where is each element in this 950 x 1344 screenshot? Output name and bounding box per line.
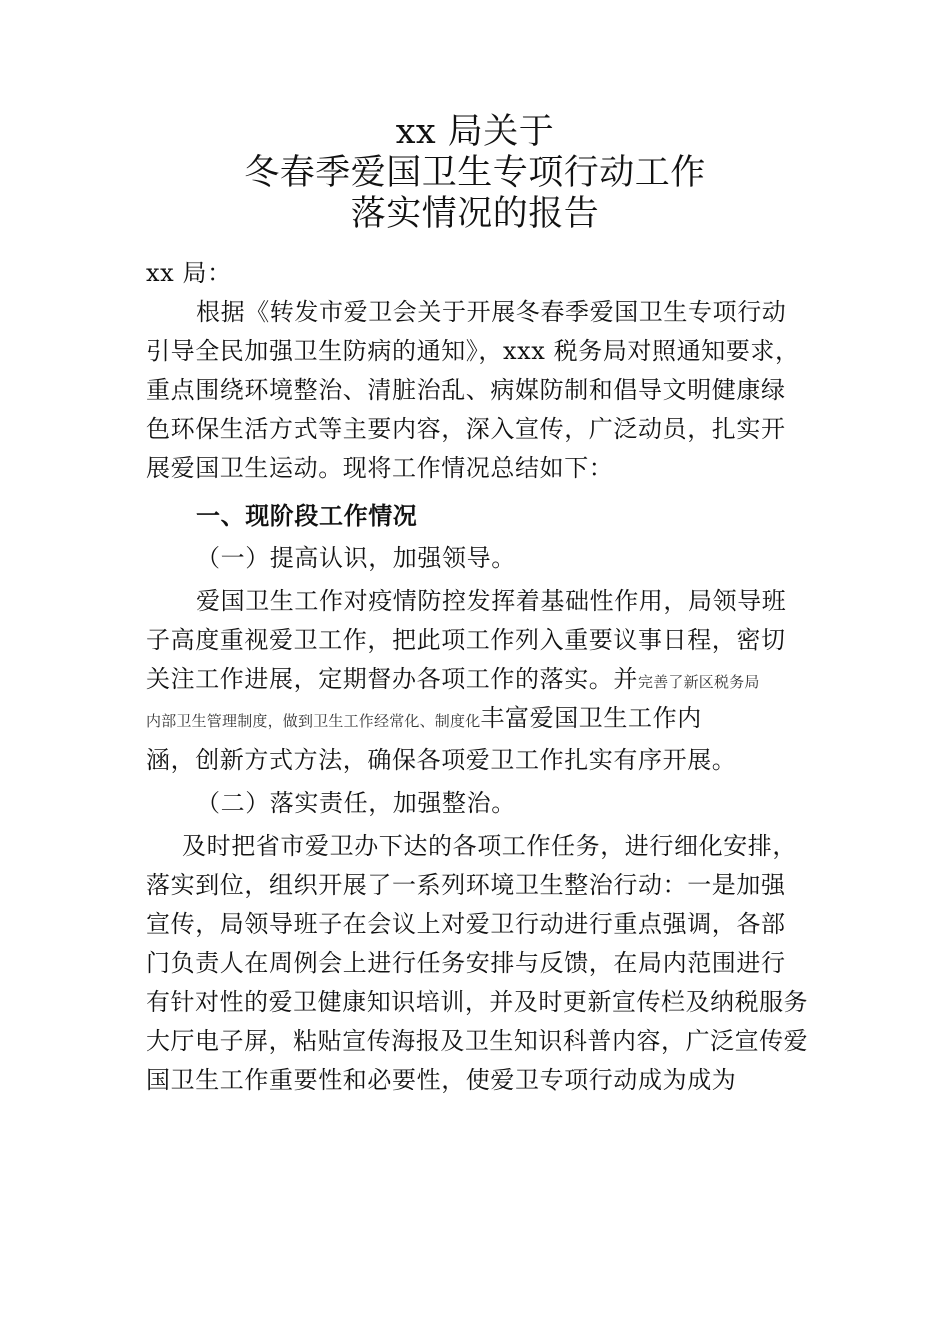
- intro-line-3: 重点围绕环境整治、清脏治乱、病媒防制和倡导文明健康绿: [146, 376, 786, 404]
- sub2-line-4: 门负责人在周例会上进行任务安排与反馈，在局内范围进行: [146, 949, 786, 977]
- sub2-line-1: 及时把省市爱卫办下达的各项工作任务，进行细化安排，: [182, 832, 797, 860]
- sub2-line-6: 大厅电子屏，粘贴宣传海报及卫生知识科普内容，广泛宣传爱: [146, 1027, 809, 1055]
- sub2-line-2: 落实到位，组织开展了一系列环境卫生整治行动：一是加强: [146, 871, 786, 899]
- sub1-line-4-main: 丰富爱国卫生工作内: [480, 704, 702, 732]
- sub1-line-2: 子高度重视爱卫工作，把此项工作列入重要议事日程，密切: [146, 626, 786, 654]
- title-line-1: xx 局关于: [395, 112, 555, 152]
- title-line-2: 冬春季爱国卫生专项行动工作: [244, 153, 706, 193]
- sub1-line-3-main: 关注工作进展，定期督办各项工作的落实。并: [146, 665, 638, 693]
- report-title: [0, 112, 950, 235]
- sub1-line-5: 涵，创新方式方法，确保各项爱卫工作扎实有序开展。: [146, 746, 737, 774]
- intro-line-4: 色环保生活方式等主要内容，深入宣传，广泛动员，扎实开: [146, 415, 786, 443]
- subsection-title-1: （一）提高认识，加强领导。: [196, 544, 516, 572]
- sub1-line-1: 爱国卫生工作对疫情防控发挥着基础性作用，局领导班: [196, 587, 787, 615]
- sub1-line-4-small: 内部卫生管理制度，做到卫生工作经常化、制度化: [146, 712, 481, 730]
- intro-line-1: 根据《转发市爱卫会关于开展冬春季爱国卫生专项行动: [196, 298, 787, 326]
- section-heading-1: 一、现阶段工作情况: [196, 502, 418, 530]
- sub2-line-5: 有针对性的爱卫健康知识培训，并及时更新宣传栏及纳税服务: [146, 988, 809, 1016]
- subsection-title-2: （二）落实责任，加强整治。: [196, 789, 516, 817]
- intro-line-2: 引导全民加强卫生防病的通知》，xxx 税务局对照通知要求，: [146, 337, 800, 365]
- sub1-line-3: [146, 664, 760, 697]
- sub2-line-3: 宣传，局领导班子在会议上对爱卫行动进行重点强调，各部: [146, 910, 786, 938]
- sub1-line-3-small: 完善了新区税务局: [638, 673, 760, 691]
- intro-line-5: 展爱国卫生运动。现将工作情况总结如下：: [146, 454, 614, 482]
- title-line-3: 落实情况的报告: [350, 194, 600, 234]
- sub2-line-7: 国卫生工作重要性和必要性，使爱卫专项行动成为成为: [146, 1066, 737, 1094]
- sub1-line-4: [146, 703, 702, 736]
- salutation: xx 局：: [146, 259, 232, 287]
